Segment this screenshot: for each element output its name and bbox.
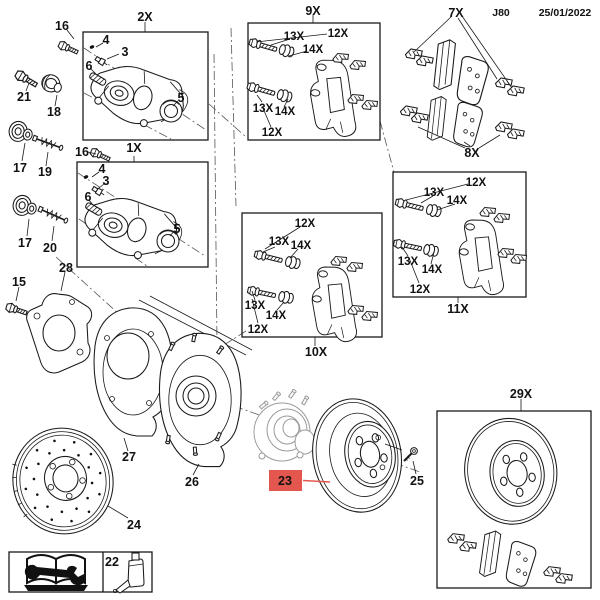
brake-disc-23 [304, 392, 410, 520]
callout-13x-10x-top[interactable]: 13X [268, 236, 290, 248]
box-group-10x [242, 213, 382, 337]
callout-28[interactable]: 28 [59, 261, 73, 275]
group-label-9x[interactable]: 9X [305, 4, 321, 18]
bolt-15 [5, 302, 28, 317]
group-label-7x[interactable]: 7X [448, 6, 464, 20]
group-label-29x[interactable]: 29X [509, 387, 533, 401]
callout-12x-9x-top[interactable]: 12X [327, 28, 349, 40]
callout-25[interactable]: 25 [410, 474, 424, 488]
carrier-kit-11x [393, 197, 528, 295]
callout-19[interactable]: 19 [38, 165, 52, 179]
callout-12x-10x-low[interactable]: 12X [247, 324, 269, 336]
wheel-hub-bearing-ghost [254, 389, 315, 461]
pin-19 [32, 134, 64, 151]
callout-4-1x[interactable]: 4 [98, 162, 106, 176]
service-manual-icon [24, 555, 88, 591]
caliper-assembly-1x [78, 175, 187, 269]
disc-pad-kit-29x [447, 412, 573, 587]
callout-14x-11x-top[interactable]: 14X [446, 195, 468, 207]
callout-14x-11x-low[interactable]: 14X [421, 264, 443, 276]
pad-kit-8x [400, 95, 525, 148]
splash-shield-26 [159, 333, 241, 467]
disc-screw-25 [404, 448, 417, 461]
page-date: 25/01/2022 [538, 7, 592, 19]
callout-3-2x[interactable]: 3 [121, 45, 129, 59]
callout-12x-11x-top[interactable]: 12X [465, 177, 487, 189]
callout-14x-10x-low[interactable]: 14X [265, 310, 287, 322]
callout-13x-9x-top[interactable]: 13X [283, 31, 305, 43]
bolt-21 [14, 69, 39, 89]
callout-14x-9x-low[interactable]: 14X [274, 106, 296, 118]
bolt-16-top [57, 40, 79, 56]
callout-26[interactable]: 26 [185, 475, 199, 489]
callout-27[interactable]: 27 [122, 450, 136, 464]
group-label-11x[interactable]: 11X [447, 302, 469, 316]
anchor-plate-28 [27, 294, 92, 373]
cap-17-lower [12, 194, 39, 218]
box-group-11x [393, 172, 526, 297]
callout-12x-11x-low[interactable]: 12X [409, 284, 431, 296]
pad-kit-7x [405, 39, 525, 106]
callout-18[interactable]: 18 [47, 105, 61, 119]
cap-17-upper [8, 120, 35, 144]
callout-17-upper[interactable]: 17 [13, 161, 27, 175]
callout-14x-10x-top[interactable]: 14X [290, 240, 312, 252]
callout-3-1x[interactable]: 3 [102, 174, 110, 188]
callout-13x-11x-top[interactable]: 13X [423, 187, 445, 199]
callout-16-mid[interactable]: 16 [75, 145, 89, 159]
callout-13x-10x-low[interactable]: 13X [244, 300, 266, 312]
bushing-18 [40, 72, 65, 95]
group-label-1x[interactable]: 1X [126, 141, 142, 155]
callout-23-selected[interactable]: 23 [278, 474, 292, 488]
bolt-16-mid [89, 147, 111, 163]
callout-5-1x[interactable]: 5 [173, 222, 181, 236]
brake-disc-24 [3, 419, 123, 543]
callout-20[interactable]: 20 [43, 241, 57, 255]
legend [9, 552, 152, 593]
callout-24[interactable]: 24 [127, 518, 141, 532]
callout-6-1x[interactable]: 6 [84, 190, 92, 204]
callout-16-top[interactable]: 16 [55, 19, 69, 33]
group-label-10x[interactable]: 10X [304, 345, 328, 359]
callout-12x-9x-low[interactable]: 12X [261, 127, 283, 139]
callout-15[interactable]: 15 [12, 275, 26, 289]
callout-14x-9x-top[interactable]: 14X [302, 44, 324, 56]
page-code: J80 [492, 7, 510, 19]
group-label-2x[interactable]: 2X [137, 10, 153, 24]
callout-13x-9x-low[interactable]: 13X [252, 103, 274, 115]
callout-4-2x[interactable]: 4 [102, 33, 110, 47]
pin-20 [38, 205, 69, 224]
callout-17-lower[interactable]: 17 [18, 236, 32, 250]
callout-6-2x[interactable]: 6 [85, 59, 93, 73]
callout-12x-10x-top[interactable]: 12X [294, 218, 316, 230]
legend-number-22: 22 [105, 555, 119, 569]
callout-5-2x[interactable]: 5 [177, 91, 185, 105]
callout-13x-11x-low[interactable]: 13X [397, 256, 419, 268]
group-label-8x[interactable]: 8X [464, 146, 480, 160]
callout-21[interactable]: 21 [17, 90, 31, 104]
